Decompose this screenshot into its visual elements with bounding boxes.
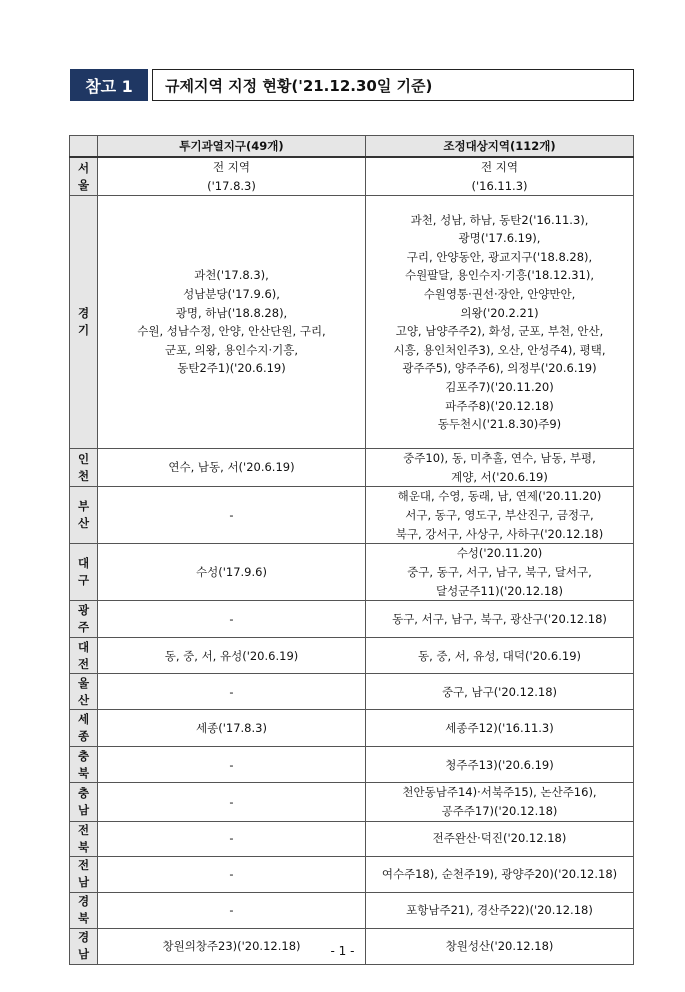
cell-line: 의왕('20.2.21) [460,305,539,320]
adjustment-zone-cell [366,449,634,487]
cell-line: ('17.8.3) [207,178,256,193]
cell-line: - [229,684,234,699]
region-char: 경 [77,930,90,945]
cell-line: 파주주8)('20.12.18) [445,398,554,413]
cell-line: 동탄2주1)('20.6.19) [177,361,286,376]
cell-line: 과천, 성남, 하남, 동탄2('16.11.3), [410,212,589,227]
cell-line: 청주주13)('20.6.19) [445,757,554,772]
table-row [70,856,634,892]
page-header [70,69,433,101]
region-char: 구 [77,573,90,588]
cell-line: 동, 중, 서, 유성('20.6.19) [164,648,299,663]
region-char: 북 [77,911,90,926]
region-char: 남 [77,802,90,817]
adjustment-zone-cell [366,544,634,601]
adjustment-zone-cell [366,601,634,638]
adjustment-zone-cell [366,783,634,821]
page-number: - 1 - [330,944,355,958]
table-row [70,892,634,928]
table-row [70,196,634,449]
cell-line: 천안동남주14)·서북주15), 논산주16), [402,785,597,800]
cell-line: 세종주12)('16.11.3) [445,721,554,736]
speculation-zone-header: 투기과열지구(49개) [98,136,366,158]
adjustment-zone-cell [366,747,634,783]
cell-line: 동, 중, 서, 유성, 대덕('20.6.19) [417,648,582,663]
adjustment-zone-cell [366,821,634,856]
cell-line: 수원영통·권선·장안, 안양만안, [423,287,576,301]
cell-line: 광주주5), 양주주6), 의정부('20.6.19) [402,361,597,376]
page-title: 규제지역 지정 현황('21.12.30일 기준) [152,69,634,101]
cell-line: - [229,902,234,917]
region-char: 대 [77,639,90,654]
region-char: 울 [77,675,90,690]
cell-line: - [229,508,234,523]
table-header-row [70,136,634,158]
adjustment-zone-cell [366,856,634,892]
cell-line: 전 지역 [481,160,518,174]
cell-line: 성남분당('17.9.6), [183,287,280,301]
region-char: 산 [77,692,90,707]
speculation-zone-cell [98,157,366,196]
region-cell [70,196,98,449]
region-cell [70,157,98,196]
region-cell [70,783,98,821]
table-row [70,710,634,747]
region-cell [70,710,98,747]
cell-line: - [229,794,234,809]
cell-line: - [229,866,234,881]
cell-line: 전 지역 [213,160,250,174]
adjustment-zone-cell [366,196,634,449]
table-row [70,487,634,544]
speculation-zone-cell [98,856,366,892]
region-char: 세 [77,712,90,727]
region-cell [70,892,98,928]
cell-line: 서구, 동구, 영도구, 부산진구, 금정구, [405,508,594,523]
adjustment-zone-cell [366,487,634,544]
cell-line: 구리, 안양동안, 광교지구('18.8.28), [406,249,593,264]
cell-line: 동두천시('21.8.30)주9) [437,417,562,432]
table-row [70,821,634,856]
region-cell [70,601,98,638]
cell-line: 중주10), 동, 미추홀, 연수, 남동, 부평, [403,451,596,466]
region-cell [70,747,98,783]
cell-line: 해운대, 수영, 동래, 남, 연제('20.11.20) [397,489,602,504]
speculation-zone-cell [98,892,366,928]
cell-line: 광명('17.6.19), [458,231,541,246]
cell-line: 군포, 의왕, 용인수지·기흥, [164,342,299,357]
cell-line: 세종('17.8.3) [196,721,267,736]
table-row [70,747,634,783]
region-char: 전 [77,822,90,837]
region-cell [70,638,98,674]
cell-line: 중구, 동구, 서구, 남구, 북구, 달서구, [407,565,592,580]
cell-line: 달성군주11)('20.12.18) [436,583,563,598]
region-char: 충 [77,785,90,800]
cell-line: ('16.11.3) [471,178,528,193]
table-row [70,638,634,674]
table-row [70,157,634,196]
cell-line: 과천('17.8.3), [194,268,269,283]
cell-line: 시흥, 용인처인주3), 오산, 안성주4), 평택, [393,342,606,357]
table-row [70,544,634,601]
speculation-zone-cell [98,783,366,821]
region-char: 부 [77,499,90,514]
region-char: 서 [77,160,90,175]
region-char: 울 [77,177,90,192]
cell-line: 광명, 하남('18.8.28), [175,305,288,320]
region-char: 기 [77,323,90,338]
region-char: 인 [77,451,90,466]
region-cell [70,674,98,710]
adjustment-zone-header: 조정대상지역(112개) [366,136,634,158]
region-cell [70,449,98,487]
cell-line: 수원, 성남수정, 안양, 안산단원, 구리, [137,324,326,339]
speculation-zone-cell [98,638,366,674]
region-char: 전 [77,858,90,873]
region-char: 경 [77,894,90,909]
reference-badge: 참고 1 [70,69,148,101]
region-char: 대 [77,556,90,571]
speculation-zone-cell [98,449,366,487]
cell-line: 수성('17.9.6) [196,565,267,580]
cell-line: 동구, 서구, 남구, 북구, 광산구('20.12.18) [392,612,607,627]
cell-line: 중구, 남구('20.12.18) [441,684,558,699]
cell-line: 김포주7)('20.11.20) [445,379,554,394]
table-row [70,449,634,487]
cell-line: 전주완산·덕진('20.12.18) [432,831,567,846]
region-char: 남 [77,875,90,890]
adjustment-zone-cell [366,892,634,928]
cell-line: 고양, 남양주주2), 화성, 군포, 부천, 안산, [395,324,604,339]
adjustment-zone-cell [366,157,634,196]
cell-line: 포항남주21), 경산주22)('20.12.18) [406,902,593,917]
region-char: 남 [77,947,90,962]
cell-line: 창원의창주23)('20.12.18) [162,938,301,953]
speculation-zone-cell [98,196,366,449]
region-char: 북 [77,765,90,780]
cell-line: 창원성산('20.12.18) [445,938,554,953]
cell-line: 계양, 서('20.6.19) [451,469,548,484]
cell-line: - [229,612,234,627]
adjustment-zone-cell [366,674,634,710]
region-cell [70,821,98,856]
region-cell [70,856,98,892]
cell-line: - [229,757,234,772]
speculation-zone-cell [98,487,366,544]
table-row [70,783,634,821]
cell-line: 북구, 강서구, 사상구, 사하구('20.12.18) [395,526,604,541]
region-char: 광 [77,603,90,618]
speculation-zone-cell [98,747,366,783]
regulated-areas-table [69,135,634,965]
region-char: 천 [77,468,90,483]
speculation-zone-cell [98,821,366,856]
cell-line: 수성('20.11.20) [456,546,543,561]
region-char: 경 [77,306,90,321]
cell-line: 연수, 남동, 서('20.6.19) [168,460,295,475]
region-char: 종 [77,729,90,744]
speculation-zone-cell [98,674,366,710]
region-cell [70,487,98,544]
region-header [70,136,98,158]
speculation-zone-cell [98,544,366,601]
speculation-zone-cell [98,601,366,638]
table-body [70,157,634,964]
cell-line: 공주주17)('20.12.18) [441,803,558,818]
region-cell [70,544,98,601]
region-char: 주 [77,620,90,635]
region-char: 전 [77,656,90,671]
cell-line: - [229,831,234,846]
speculation-zone-cell [98,710,366,747]
cell-line: 여수주18), 순천주19), 광양주20)('20.12.18) [381,866,618,881]
region-char: 북 [77,839,90,854]
table-row [70,601,634,638]
table-row [70,674,634,710]
adjustment-zone-cell [366,638,634,674]
region-char: 산 [77,516,90,531]
region-char: 충 [77,748,90,763]
adjustment-zone-cell [366,710,634,747]
cell-line: 수원팔달, 용인수지·기흥('18.12.31), [404,268,595,283]
